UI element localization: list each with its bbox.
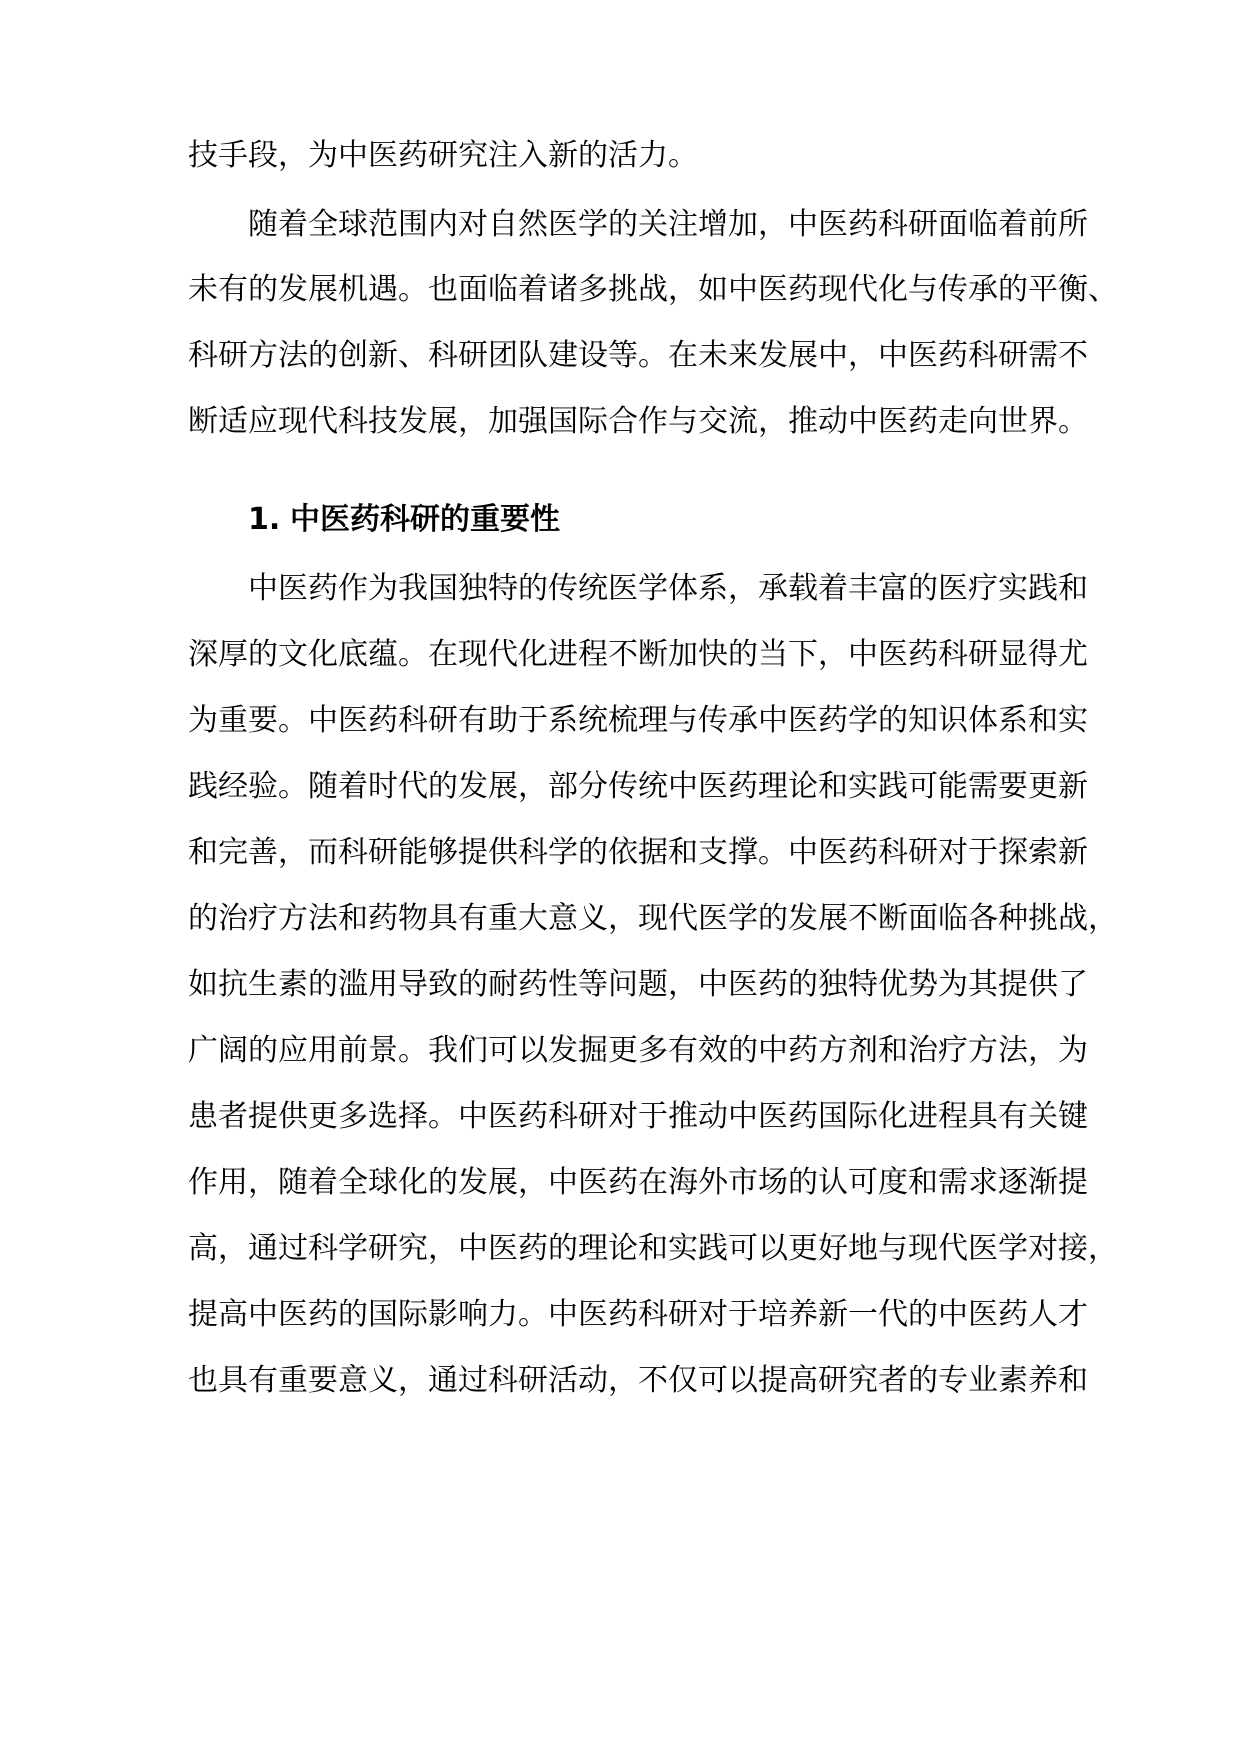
paragraph-line: 也具有重要意义，通过科研活动，不仅可以提高研究者的专业素养和 [188,1363,1088,1398]
paragraph-line: 深厚的文化底蕴。在现代化进程不断加快的当下，中医药科研显得尤 [188,637,1088,672]
paragraph-line: 提高中医药的国际影响力。中医药科研对于培养新一代的中医药人才 [188,1297,1088,1332]
paragraph-line: 未有的发展机遇。也面临着诸多挑战，如中医药现代化与传承的平衡、 [188,272,1118,307]
section-number: 1. [248,502,281,537]
paragraph-line: 随着全球范围内对自然医学的关注增加，中医药科研面临着前所 [248,207,1088,242]
paragraph-line: 作用，随着全球化的发展，中医药在海外市场的认可度和需求逐渐提 [188,1165,1088,1200]
paragraph-line: 如抗生素的滥用导致的耐药性等问题，中医药的独特优势为其提供了 [188,967,1088,1002]
paragraph-line: 断适应现代科技发展，加强国际合作与交流，推动中医药走向世界。 [188,404,1088,439]
paragraph-line: 中医药作为我国独特的传统医学体系，承载着丰富的医疗实践和 [248,571,1088,606]
paragraph-line: 广阔的应用前景。我们可以发掘更多有效的中药方剂和治疗方法，为 [188,1033,1088,1068]
paragraph-line: 科研方法的创新、科研团队建设等。在未来发展中，中医药科研需不 [188,338,1088,373]
paragraph-line: 技手段，为中医药研究注入新的活力。 [188,138,698,173]
paragraph-line: 为重要。中医药科研有助于系统梳理与传承中医药学的知识体系和实 [188,703,1088,738]
paragraph-line: 的治疗方法和药物具有重大意义，现代医学的发展不断面临各种挑战， [188,901,1118,936]
section-title: 中医药科研的重要性 [290,502,560,537]
paragraph-line: 患者提供更多选择。中医药科研对于推动中医药国际化进程具有关键 [188,1099,1088,1134]
paragraph-line: 高，通过科学研究，中医药的理论和实践可以更好地与现代医学对接， [188,1231,1118,1266]
section-heading [248,500,560,540]
paragraph-line: 和完善，而科研能够提供科学的依据和支撑。中医药科研对于探索新 [188,835,1088,870]
paragraph-line: 践经验。随着时代的发展，部分传统中医药理论和实践可能需要更新 [188,769,1088,804]
